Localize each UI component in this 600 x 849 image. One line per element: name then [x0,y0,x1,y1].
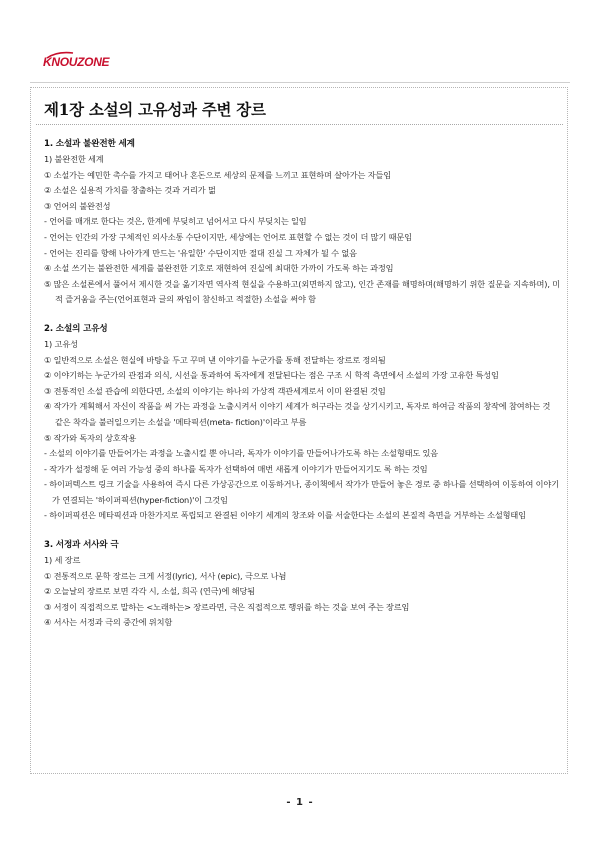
logo-text [43,55,109,69]
bullet-item: - 소설의 이야기를 만들어가는 과정을 노출시킬 뿐 아니라, 독자가 이야기를 만들어나가도록 하는 소설형태도 있음 [44,448,439,459]
section [44,538,560,631]
numbered-item: ④ 소설 쓰기는 불완전한 세계를 불완전한 기호로 재현하여 진실에 최대한 가까이 가도록 하는 과정임 [44,263,394,274]
header-divider [30,82,570,83]
numbered-item: ① 소설가는 예민한 촉수를 가지고 태어나 혼돈으로 세상의 문제를 느끼고 표현하며 살아가는 자들임 [44,169,391,180]
document-body [44,137,560,645]
bullet-item: - 언어는 인간의 가장 구체적인 의사소통 수단이지만, 세상에는 언어로 표현할 수 없는 것이 더 많기 때문임 [44,231,412,242]
bullet-item: - 하이퍼텍스트 링크 기술을 사용하여 즉시 다른 가상공간으로 이동하거나, 종이책에서 작가가 만들어 놓은 경로 중 하나를 선택하여 이동하여 이야기가 연결되는 '하이퍼픽션(hyper-fiction)'이 그것임 [44,479,559,505]
section [44,137,560,308]
bullet-item: - 언어는 진리를 향해 나아가게 만드는 '유일한' 수단이지만 절대 진실 그 자체가 될 수 없음 [44,247,357,258]
brand-logo [43,51,118,71]
chapter-title: 제1장 소설의 고유성과 주변 장르 [44,100,266,119]
numbered-item: ③ 언어의 불완전성 [44,200,111,211]
numbered-item: ③ 서정이 직접적으로 말하는 <노래하는> 장르라면, 극은 직접적으로 행위를 하는 것을 보여 주는 장르임 [44,601,410,612]
bullet-item: - 작가가 설정해 둔 여러 가능성 중의 하나를 독자가 선택하여 매번 새롭게 이야기가 만들어지기도 록 하는 것임 [44,463,428,474]
subsection-heading: 1) 세 장르 [44,555,81,566]
numbered-item: ① 전통적으로 문학 장르는 크게 서정(lyric), 서사 (epic), 극으로 나뉨 [44,570,287,581]
subsection-heading: 1) 고유성 [44,338,78,349]
numbered-item: ⑤ 작가와 독자의 상호작용 [44,432,137,443]
page-number: - 1 - [286,797,314,808]
numbered-item: ② 소설은 실용적 가치를 창출하는 것과 거리가 멂 [44,185,216,196]
numbered-item: ② 이야기하는 누군가의 관점과 의식, 시선을 통과하여 독자에게 전달된다는 점은 구조 시 학적 측면에서 소설의 가장 고유한 특성임 [44,370,499,381]
bullet-item: - 언어를 매개로 한다는 것은, 한계에 부딪히고 넘어서고 다시 부딪치는 일임 [44,216,307,227]
numbered-item: ① 일반적으로 소설은 현실에 바탕을 두고 꾸며 낸 이야기를 누군가를 통해 전달하는 장르로 정의됨 [44,354,386,365]
numbered-item: ③ 전통적인 소설 관습에 의한다면, 소설의 이야기는 하나의 가상적 객관세계로서 이미 완결된 것임 [44,385,386,396]
section-heading: 3. 서정과 서사와 극 [44,540,119,551]
numbered-item: ⑤ 많은 소설론에서 풀어서 제시한 것을 옮기자면 역사적 현실을 수용하고(외면하지 않고), 인간 존재를 해명하며(해명하기 위한 질문을 지속하며), 미적 즐거움을 주는(언어표현과 글의 짜임이 참신하고 적절한) 소설을 써야 함 [44,278,560,305]
bullet-item: - 하이퍼픽션은 메타픽션과 마찬가지로 폭립되고 완결된 이야기 세계의 창조와 이를 서술한다는 소설의 본질적 측면을 거부하는 소설형태임 [44,510,526,521]
section [44,322,560,524]
numbered-item: ② 오늘날의 장르로 보면 각각 시, 소설, 희곡 (연극)에 해당됨 [44,586,255,597]
section-heading: 2. 소설의 고유성 [44,323,108,334]
numbered-item: ④ 작가가 계획해서 자신이 작품을 써 가는 과정을 노출시켜서 이야기 세계가 허구라는 것을 상기시키고, 독자로 하여금 작품의 창작에 참여하는 것 같은 착각을 불러일으키는 소설을 '메타픽션(meta- fiction)'이라고 부름 [44,401,551,427]
numbered-item: ④ 서사는 서정과 극의 중간에 위치함 [44,617,173,628]
subsection-heading: 1) 불완전한 세계 [44,154,104,164]
logo-wordmark: KNOUZONE [43,55,110,69]
title-divider [36,124,563,125]
section-heading: 1. 소설과 불완전한 세계 [44,139,135,149]
